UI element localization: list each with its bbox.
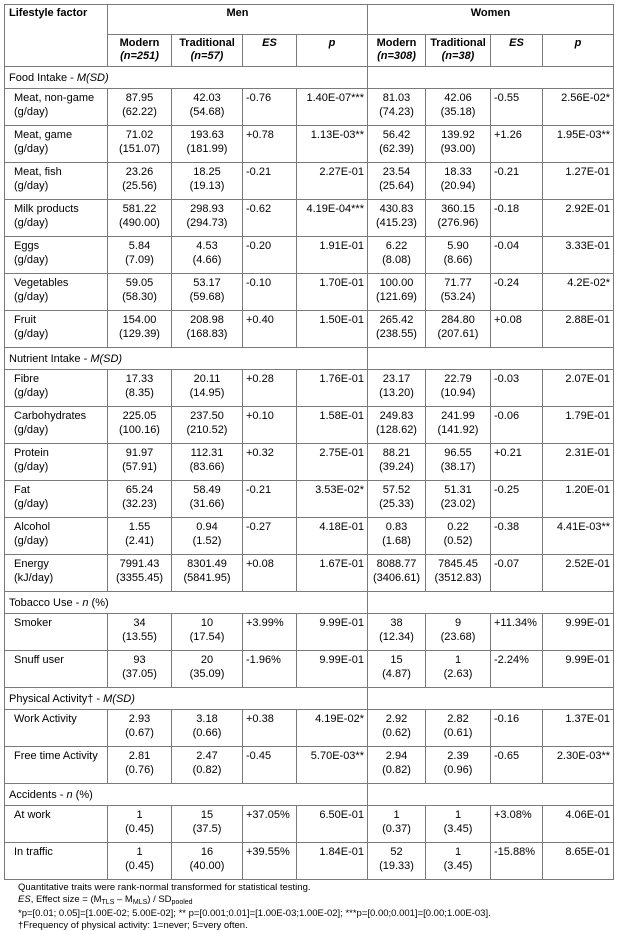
women-es-cell: -15.88% (491, 843, 543, 880)
section-row (5, 784, 614, 806)
women-header: Women (368, 5, 614, 35)
men-p-cell: 4.19E-02* (297, 710, 368, 747)
women-modern-cell: 88.21 (39.24) (368, 444, 426, 481)
men-traditional-cell: 16 (40.00) (172, 843, 243, 880)
women-es-cell: -0.21 (491, 163, 543, 200)
women-modern-cell: 81.03 (74.23) (368, 89, 426, 126)
lifestyle-factor-header: Lifestyle factor (5, 5, 108, 67)
women-es-cell: -0.55 (491, 89, 543, 126)
table-notes (4, 882, 613, 931)
section-row (5, 348, 614, 370)
row-label: Work Activity (5, 710, 108, 747)
women-p-cell: 2.92E-01 (543, 200, 614, 237)
row-label: Meat, fish (g/day) (5, 163, 108, 200)
table-body (5, 67, 614, 880)
men-traditional-cell: 42.03 (54.68) (172, 89, 243, 126)
note-effect-size: ES, Effect size = $(M_{TLS} - M_{MLS}) / SD_{pooled}$ (18, 894, 613, 909)
men-traditional-cell: 3.18 (0.66) (172, 710, 243, 747)
men-es-cell: +0.78 (243, 126, 297, 163)
row-label: Energy (kJ/day) (5, 555, 108, 592)
men-modern-cell: 154.00 (129.39) (108, 311, 172, 348)
men-p-cell: 2.75E-01 (297, 444, 368, 481)
men-modern-cell: 2.93 (0.67) (108, 710, 172, 747)
women-traditional-cell: 7845.45 (3512.83) (426, 555, 491, 592)
women-p-cell: 4.06E-01 (543, 806, 614, 843)
men-modern-cell: 23.26 (25.56) (108, 163, 172, 200)
row-label: Meat, game (g/day) (5, 126, 108, 163)
section-title: Food Intake - M(SD) (5, 67, 368, 89)
men-p-cell: 3.53E-02* (297, 481, 368, 518)
row-label: Fibre (g/day) (5, 370, 108, 407)
men-es-cell: -0.45 (243, 747, 297, 784)
men-traditional-cell: 53.17 (59.68) (172, 274, 243, 311)
men-p-cell: 9.99E-01 (297, 614, 368, 651)
women-modern-cell: 430.83 (415.23) (368, 200, 426, 237)
women-es-cell: -0.65 (491, 747, 543, 784)
men-traditional-cell: 10 (17.54) (172, 614, 243, 651)
table-row (5, 651, 614, 688)
section-row (5, 67, 614, 89)
women-es-cell: +3.08% (491, 806, 543, 843)
women-es-cell: +0.21 (491, 444, 543, 481)
women-es-cell: +0.08 (491, 311, 543, 348)
section-title: Accidents - n (%) (5, 784, 368, 806)
men-modern-cell: 91.97 (57.91) (108, 444, 172, 481)
table-row (5, 806, 614, 843)
table-row (5, 237, 614, 274)
women-modern-cell: 52 (19.33) (368, 843, 426, 880)
women-modern-cell: 8088.77 (3406.61) (368, 555, 426, 592)
men-es-cell: +0.38 (243, 710, 297, 747)
row-label: Eggs (g/day) (5, 237, 108, 274)
men-es-cell: +0.40 (243, 311, 297, 348)
women-p-cell: 4.41E-03** (543, 518, 614, 555)
row-label: Snuff user (5, 651, 108, 688)
women-p-cell: 1.27E-01 (543, 163, 614, 200)
men-modern-header: Modern (n=251) (108, 35, 172, 67)
women-es-cell: +1.26 (491, 126, 543, 163)
men-modern-cell: 225.05 (100.16) (108, 407, 172, 444)
row-label: At work (5, 806, 108, 843)
women-p-cell: 4.2E-02* (543, 274, 614, 311)
women-es-cell: -0.18 (491, 200, 543, 237)
men-modern-cell: 2.81 (0.76) (108, 747, 172, 784)
women-traditional-cell: 96.55 (38.17) (426, 444, 491, 481)
men-es-cell: -0.10 (243, 274, 297, 311)
table-row (5, 555, 614, 592)
women-traditional-cell: 1 (3.45) (426, 843, 491, 880)
women-traditional-cell: 22.79 (10.94) (426, 370, 491, 407)
men-modern-cell: 17.33 (8.35) (108, 370, 172, 407)
men-traditional-cell: 20.11 (14.95) (172, 370, 243, 407)
men-es-cell: +37.05% (243, 806, 297, 843)
women-es-header: ES (491, 35, 543, 67)
women-traditional-cell: 2.82 (0.61) (426, 710, 491, 747)
men-es-cell: +0.32 (243, 444, 297, 481)
row-label: Alcohol (g/day) (5, 518, 108, 555)
women-modern-cell: 6.22 (8.08) (368, 237, 426, 274)
women-p-cell: 9.99E-01 (543, 614, 614, 651)
table-row (5, 89, 614, 126)
women-p-cell: 1.20E-01 (543, 481, 614, 518)
men-traditional-cell: 237.50 (210.52) (172, 407, 243, 444)
men-modern-cell: 1.55 (2.41) (108, 518, 172, 555)
men-traditional-cell: 298.93 (294.73) (172, 200, 243, 237)
table-row (5, 311, 614, 348)
men-p-cell: 1.13E-03** (297, 126, 368, 163)
men-modern-cell: 34 (13.55) (108, 614, 172, 651)
men-modern-cell: 65.24 (32.23) (108, 481, 172, 518)
women-p-cell: 9.99E-01 (543, 651, 614, 688)
women-traditional-cell: 9 (23.68) (426, 614, 491, 651)
women-p-cell: 8.65E-01 (543, 843, 614, 880)
women-p-cell: 3.33E-01 (543, 237, 614, 274)
men-es-cell: -1.96% (243, 651, 297, 688)
women-traditional-cell: 284.80 (207.61) (426, 311, 491, 348)
men-es-cell: -0.62 (243, 200, 297, 237)
table-row (5, 614, 614, 651)
women-p-cell: 2.31E-01 (543, 444, 614, 481)
men-es-cell: +0.10 (243, 407, 297, 444)
table-row (5, 444, 614, 481)
men-modern-cell: 93 (37.05) (108, 651, 172, 688)
section-title: Physical Activity† - M(SD) (5, 688, 368, 710)
men-p-cell: 1.40E-07*** (297, 89, 368, 126)
women-es-cell: -0.03 (491, 370, 543, 407)
women-p-header: p (543, 35, 614, 67)
table-row (5, 747, 614, 784)
women-p-cell: 2.52E-01 (543, 555, 614, 592)
men-p-cell: 1.50E-01 (297, 311, 368, 348)
men-es-cell: -0.27 (243, 518, 297, 555)
men-es-cell: -0.20 (243, 237, 297, 274)
men-traditional-cell: 20 (35.09) (172, 651, 243, 688)
men-traditional-cell: 15 (37.5) (172, 806, 243, 843)
women-p-cell: 1.79E-01 (543, 407, 614, 444)
women-traditional-cell: 71.77 (53.24) (426, 274, 491, 311)
men-modern-cell: 7991.43 (3355.45) (108, 555, 172, 592)
women-modern-cell: 249.83 (128.62) (368, 407, 426, 444)
men-traditional-cell: 0.94 (1.52) (172, 518, 243, 555)
men-traditional-cell: 2.47 (0.82) (172, 747, 243, 784)
women-es-cell: -0.25 (491, 481, 543, 518)
table-row (5, 126, 614, 163)
row-label: Fat (g/day) (5, 481, 108, 518)
men-es-cell: +3.99% (243, 614, 297, 651)
section-title: Tobacco Use - n (%) (5, 592, 368, 614)
note-transform: Quantitative traits were rank-normal transformed for statistical testing. (18, 882, 613, 894)
section-fill (368, 67, 614, 89)
women-traditional-header: Traditional (n=38) (426, 35, 491, 67)
women-es-cell: -0.07 (491, 555, 543, 592)
row-label: Smoker (5, 614, 108, 651)
men-p-cell: 6.50E-01 (297, 806, 368, 843)
table-row (5, 518, 614, 555)
men-modern-cell: 59.05 (58.30) (108, 274, 172, 311)
men-es-cell: +0.08 (243, 555, 297, 592)
section-title: Nutrient Intake - M(SD) (5, 348, 368, 370)
women-es-cell: -0.16 (491, 710, 543, 747)
note-activity: †Frequency of physical activity: 1=never; 5=very often. (18, 920, 613, 931)
women-modern-cell: 57.52 (25.33) (368, 481, 426, 518)
men-traditional-cell: 193.63 (181.99) (172, 126, 243, 163)
women-es-cell: -2.24% (491, 651, 543, 688)
women-es-cell: +11.34% (491, 614, 543, 651)
section-row (5, 592, 614, 614)
row-label: Protein (g/day) (5, 444, 108, 481)
men-p-cell: 5.70E-03** (297, 747, 368, 784)
note-significance: *p=[0.01; 0.05]=[1.00E-02; 5.00E-02]; ** p=[0.001;0.01]=[1.00E-03;1.00E-02]; ***p=[0.00;0.001]=[0.00;1.00E-03]. (18, 908, 613, 920)
men-modern-cell: 87.95 (62.22) (108, 89, 172, 126)
table-row (5, 200, 614, 237)
table-row (5, 274, 614, 311)
section-fill (368, 592, 614, 614)
men-p-cell: 4.18E-01 (297, 518, 368, 555)
section-fill (368, 784, 614, 806)
men-p-cell: 1.67E-01 (297, 555, 368, 592)
row-label: Vegetables (g/day) (5, 274, 108, 311)
women-modern-cell: 23.54 (25.64) (368, 163, 426, 200)
men-p-cell: 2.27E-01 (297, 163, 368, 200)
women-p-cell: 2.07E-01 (543, 370, 614, 407)
table-row (5, 481, 614, 518)
table-row (5, 370, 614, 407)
section-row (5, 688, 614, 710)
women-modern-cell: 265.42 (238.55) (368, 311, 426, 348)
women-modern-cell: 0.83 (1.68) (368, 518, 426, 555)
women-traditional-cell: 0.22 (0.52) (426, 518, 491, 555)
row-label: Meat, non-game (g/day) (5, 89, 108, 126)
women-traditional-cell: 139.92 (93.00) (426, 126, 491, 163)
table-row (5, 407, 614, 444)
women-p-cell: 2.56E-02* (543, 89, 614, 126)
women-traditional-cell: 2.39 (0.96) (426, 747, 491, 784)
men-traditional-header: Traditional (n=57) (172, 35, 243, 67)
women-traditional-cell: 360.15 (276.96) (426, 200, 491, 237)
row-label: In traffic (5, 843, 108, 880)
women-traditional-cell: 51.31 (23.02) (426, 481, 491, 518)
table-container (4, 4, 613, 931)
men-p-cell: 1.70E-01 (297, 274, 368, 311)
row-label: Milk products (g/day) (5, 200, 108, 237)
women-modern-cell: 1 (0.37) (368, 806, 426, 843)
women-p-cell: 2.88E-01 (543, 311, 614, 348)
men-traditional-cell: 8301.49 (5841.95) (172, 555, 243, 592)
men-es-cell: +39.55% (243, 843, 297, 880)
women-es-cell: -0.06 (491, 407, 543, 444)
women-modern-cell: 15 (4.87) (368, 651, 426, 688)
men-traditional-cell: 208.98 (168.83) (172, 311, 243, 348)
women-traditional-cell: 42.06 (35.18) (426, 89, 491, 126)
table-row (5, 843, 614, 880)
women-modern-cell: 56.42 (62.39) (368, 126, 426, 163)
women-modern-cell: 23.17 (13.20) (368, 370, 426, 407)
women-modern-cell: 2.92 (0.62) (368, 710, 426, 747)
men-modern-cell: 5.84 (7.09) (108, 237, 172, 274)
men-p-cell: 1.84E-01 (297, 843, 368, 880)
men-modern-cell: 1 (0.45) (108, 843, 172, 880)
men-p-cell: 9.99E-01 (297, 651, 368, 688)
men-traditional-cell: 112.31 (83.66) (172, 444, 243, 481)
men-traditional-cell: 58.49 (31.66) (172, 481, 243, 518)
men-p-cell: 1.58E-01 (297, 407, 368, 444)
lifestyle-table (4, 4, 614, 880)
row-label: Free time Activity (5, 747, 108, 784)
men-p-header: p (297, 35, 368, 67)
table-row (5, 163, 614, 200)
men-traditional-cell: 4.53 (4.66) (172, 237, 243, 274)
women-es-cell: -0.24 (491, 274, 543, 311)
women-traditional-cell: 5.90 (8.66) (426, 237, 491, 274)
women-es-cell: -0.04 (491, 237, 543, 274)
women-traditional-cell: 1 (3.45) (426, 806, 491, 843)
women-p-cell: 1.37E-01 (543, 710, 614, 747)
women-traditional-cell: 18.33 (20.94) (426, 163, 491, 200)
men-modern-cell: 1 (0.45) (108, 806, 172, 843)
section-fill (368, 348, 614, 370)
women-modern-header: Modern (n=308) (368, 35, 426, 67)
women-traditional-cell: 1 (2.63) (426, 651, 491, 688)
men-p-cell: 1.76E-01 (297, 370, 368, 407)
men-es-cell: -0.76 (243, 89, 297, 126)
men-traditional-cell: 18.25 (19.13) (172, 163, 243, 200)
men-p-cell: 4.19E-04*** (297, 200, 368, 237)
women-modern-cell: 38 (12.34) (368, 614, 426, 651)
men-es-cell: +0.28 (243, 370, 297, 407)
men-es-cell: -0.21 (243, 481, 297, 518)
men-es-cell: -0.21 (243, 163, 297, 200)
table-row (5, 710, 614, 747)
women-p-cell: 1.95E-03** (543, 126, 614, 163)
men-header: Men (108, 5, 368, 35)
men-modern-cell: 581.22 (490.00) (108, 200, 172, 237)
men-es-header: ES (243, 35, 297, 67)
row-label: Fruit (g/day) (5, 311, 108, 348)
section-fill (368, 688, 614, 710)
women-modern-cell: 2.94 (0.82) (368, 747, 426, 784)
men-modern-cell: 71.02 (151.07) (108, 126, 172, 163)
men-p-cell: 1.91E-01 (297, 237, 368, 274)
women-modern-cell: 100.00 (121.69) (368, 274, 426, 311)
row-label: Carbohydrates (g/day) (5, 407, 108, 444)
women-traditional-cell: 241.99 (141.92) (426, 407, 491, 444)
women-p-cell: 2.30E-03** (543, 747, 614, 784)
women-es-cell: -0.38 (491, 518, 543, 555)
